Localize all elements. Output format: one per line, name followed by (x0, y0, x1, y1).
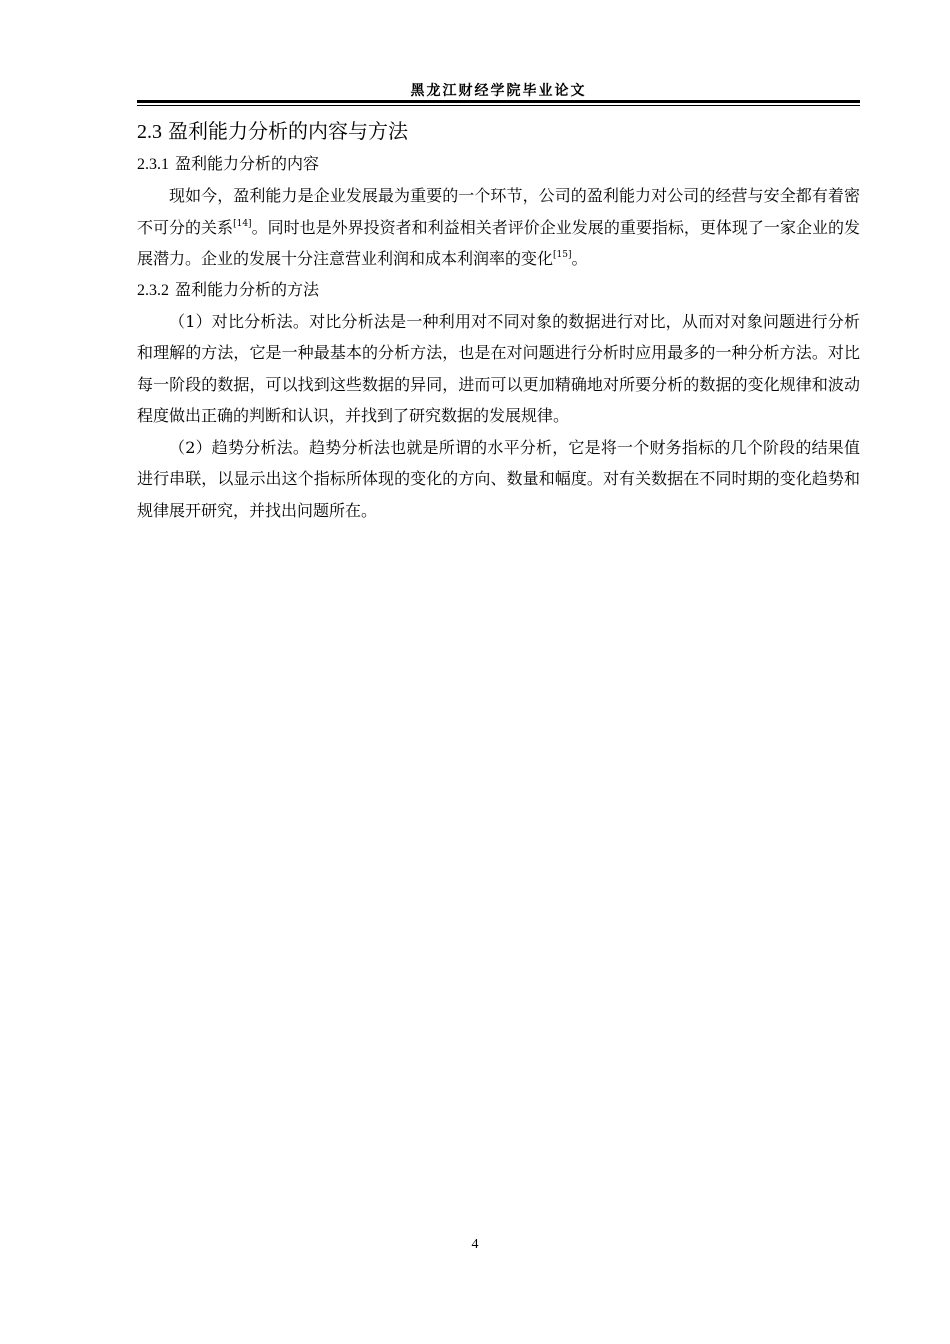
paragraph-content (137, 180, 860, 275)
section-number: 2.3 (137, 121, 162, 143)
paragraph-comparative-analysis: （1）对比分析法。对比分析法是一种利用对不同对象的数据进行对比，从而对对象问题进行分析和理解的方法，它是一种最基本的分析方法，也是在对问题进行分析时应用最多的一种分析方法。对比每一阶段的数据，可以找到这些数据的异同，进而可以更加精确地对所要分析的数据的变化规律和波动程度做出正确的判断和认识，并找到了研究数据的发展规律。 (137, 311, 860, 425)
page-body (137, 114, 860, 526)
subsection-title-1: 盈利能力分析的内容 (175, 154, 320, 173)
section-title: 盈利能力分析的内容与方法 (168, 119, 408, 143)
subsection-title-2: 盈利能力分析的方法 (175, 279, 320, 299)
header-rule-thin (137, 105, 860, 106)
paragraph-content-text-c: 。 (571, 249, 588, 268)
citation-15: [15] (553, 250, 572, 260)
paragraph-content-text-b: 。同时也是外界投资者和利益相关者评价企业发展的重要指标，更体现了一家企业的发展潜力。企业的发展十分注意营业利润和成本利润率的变化 (137, 217, 860, 268)
paragraph-content-text-a: 现如今，盈利能力是企业发展最为重要的一个环节，公司的盈利能力对公司的经营与安全都有着密不可分的关系 (137, 186, 860, 237)
subsection-number-2: 2.3.2 (137, 281, 169, 299)
header-rule-thick (137, 100, 860, 103)
section-heading (137, 114, 860, 149)
page-number: 4 (471, 1237, 479, 1252)
running-header: 黑龙江财经学院毕业论文 (410, 83, 587, 99)
citation-14: [14] (233, 218, 252, 229)
paragraph-trend-analysis: （2）趋势分析法。趋势分析法也就是所谓的水平分析，它是将一个财务指标的几个阶段的结果值进行串联，以显示出这个指标所体现的变化的方向、数量和幅度。对有关数据在不同时期的变化趋势和规律展开研究，并找出问题所在。 (137, 437, 860, 520)
subsection-heading-2 (137, 275, 860, 306)
subsection-heading-1 (137, 149, 860, 180)
subsection-number-1: 2.3.1 (137, 156, 169, 173)
